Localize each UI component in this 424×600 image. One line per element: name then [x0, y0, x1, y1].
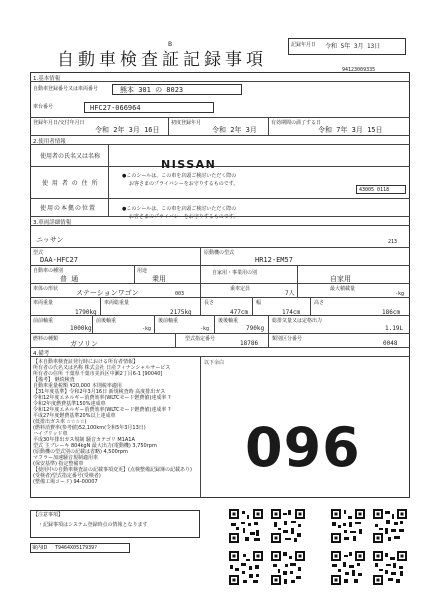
- category-no-label: 類別区分番号: [272, 336, 303, 342]
- weight-label: 車両重量: [33, 300, 54, 306]
- divider: [108, 144, 109, 216]
- issue-date-label: 記録年月日: [291, 42, 317, 48]
- document-number: 94123009335: [342, 67, 376, 73]
- notes-line: 所有者の住所 千葉県千葉市美浜区中瀬2丁目6-1 [90040]: [33, 371, 163, 377]
- qr-code-icon: [372, 550, 408, 586]
- divider: [134, 265, 135, 283]
- qr-code-icon: [228, 508, 264, 544]
- private-value: 自家用: [330, 275, 351, 283]
- notes-line: 令和12年度エネルギー消費効率(WLTCモード燃費値)達成率 ?: [33, 407, 171, 413]
- height-label: 高さ: [314, 300, 325, 306]
- section-notes-title: 4.備考: [33, 351, 50, 357]
- notes-line: 型式 主ブレーキ 804kgN 最大出力(電動機) 3,750rpm: [33, 443, 157, 449]
- first-reg-value: 令和 2年 3月 16日: [95, 126, 160, 134]
- vehicle-name-value: ニッサン: [36, 236, 64, 244]
- notes-line: 【備考】 継続検査: [33, 377, 75, 383]
- vehicle-name-code: 213: [388, 239, 398, 245]
- divider: [268, 333, 269, 347]
- category-no-value: 0048: [383, 340, 398, 347]
- divider: [268, 117, 269, 135]
- divider: [154, 315, 155, 333]
- model-value: DAA-HFC27: [40, 256, 78, 264]
- qr-code-icon: [270, 508, 306, 544]
- displacement-value: 1.19L: [385, 325, 404, 332]
- divider: [30, 81, 410, 82]
- divider: [30, 225, 410, 226]
- sticker-brand-logo: NISSAN: [161, 158, 217, 171]
- divider: [30, 247, 410, 248]
- rf-axle-label: 後前軸重: [158, 318, 179, 324]
- notes-line: ハイブリッド車: [33, 431, 68, 437]
- divider: [100, 297, 101, 315]
- ff-axle-value: 1000kg: [70, 325, 92, 332]
- divider: [30, 283, 410, 284]
- fr-axle-label: 前後軸重: [96, 318, 117, 324]
- chassis-value: HFC27-066964: [90, 104, 141, 112]
- divider: [297, 283, 298, 297]
- divider: [30, 265, 410, 266]
- divider: [200, 356, 201, 498]
- notes-line: 自動車重量税額 ¥20,000 本則税率適用: [33, 383, 122, 389]
- user-address-label: 使 用 者 の 住 所: [42, 180, 99, 187]
- notes-line: 【31年度基準】令和2年3月16日 新規検査時 高度排出ガス: [33, 389, 166, 395]
- notes-line: 平成27年度燃費基準20%以上達成車: [33, 413, 116, 419]
- max-load-value: -kg: [395, 291, 405, 297]
- divider: [30, 315, 410, 316]
- first-reg-month-value: 令和 2年 3月: [212, 126, 257, 134]
- divider: [30, 297, 410, 298]
- divider: [30, 117, 410, 118]
- notes-line: 所有者の氏名又は名称 株式会社 日産フィナンシャルサービス: [33, 365, 171, 371]
- divider: [30, 135, 410, 136]
- sticker-note-line2: お客さまのプライバシーをお守りするものです。: [129, 181, 239, 187]
- base-location-label: 使用の本拠の位置: [40, 205, 97, 212]
- max-load-label: 最大積載量: [330, 286, 356, 292]
- type-value: 普 通: [60, 275, 79, 283]
- divider: [175, 333, 176, 347]
- rf-axle-value: -kg: [200, 326, 210, 332]
- divider: [214, 315, 215, 333]
- notes-line: マフラー加速騒音規制適用車: [33, 455, 99, 461]
- notes-line: (燃料消費率(参考値)52,100km(令和5年3月13日): [33, 425, 146, 431]
- divider: [30, 198, 410, 199]
- type-label: 自動車の種別: [33, 268, 64, 274]
- notes-line: (受検者)型式指定番号(受検者): [33, 473, 101, 479]
- notes-line: 令和2年度燃費基準150%達成車: [33, 401, 106, 407]
- divider: [268, 315, 269, 333]
- fr-axle-value: -kg: [142, 326, 152, 332]
- body-label: 車体の形状: [33, 286, 59, 292]
- section-owner-title: 2.使用者情報: [33, 139, 66, 145]
- sticker-note-line1-b: ●このシールは、この車を店頭ご検討いただく際の: [122, 206, 237, 212]
- capacity-label: 乗車定員: [230, 286, 251, 292]
- divider: [30, 166, 410, 167]
- height-value: 186cm: [382, 309, 401, 316]
- section-basic-title: 1.基本情報: [33, 76, 61, 82]
- expiry-value: 令和 7年 3月 15日: [318, 126, 383, 134]
- use-label: 用途: [137, 268, 148, 274]
- notes-line: 平成30年排出ガス規制 騒音カテゴリ M1A1A: [33, 437, 135, 443]
- capacity-value: 7人: [285, 290, 295, 297]
- model-label: 型式: [33, 250, 44, 256]
- sticker-note-line2-b: お客さまのプライバシーをお守りするものです。: [129, 214, 239, 220]
- document-title: 自動車検査証記録事項: [57, 50, 267, 70]
- gross-label: 車両総重量: [104, 300, 130, 306]
- notes-side-label: 以下余白: [204, 360, 225, 366]
- divider: [200, 297, 201, 315]
- divider: [297, 265, 298, 283]
- fuel-value: ガソリン: [70, 340, 98, 348]
- first-reg-month-label: 初度登録年月: [171, 120, 202, 126]
- owner-code: 43005 0118: [359, 187, 390, 193]
- divider: [30, 144, 410, 145]
- notes-line: 令和12年度エネルギー消費効率(WLTCモード燃費値)達成率 ?: [33, 395, 171, 401]
- body-code: 003: [175, 291, 185, 297]
- notes-line: (低排出ガス車 ☆☆☆☆): [33, 419, 87, 425]
- first-reg-label: 登録年月日/交付年月日: [33, 120, 85, 126]
- user-name-label: 使用者の氏名又は名称: [40, 153, 101, 160]
- qr-code-icon: [330, 508, 366, 544]
- length-label: 長さ: [204, 300, 215, 306]
- divider: [168, 117, 169, 135]
- notes-line: (保安基準) 指定整備車: [33, 461, 84, 467]
- divider: [30, 356, 410, 357]
- width-value: 174cm: [282, 309, 301, 316]
- reg-label: 自動車登録番号又は車両番号: [33, 86, 99, 92]
- guide-id-label: 案内ID: [32, 545, 48, 551]
- gross-value: 2175kg: [170, 309, 192, 316]
- notes-line: 【使用中の自動車検査証の記載事項変更】(点検整備記録簿の記載あり): [33, 467, 192, 473]
- qr-code-icon: [228, 550, 264, 586]
- expiry-label: 有効期間の満了する日: [271, 120, 322, 126]
- notice-label: 【注意事項】: [33, 512, 64, 518]
- notes-line: (整備工場コード) 94-00007: [33, 479, 98, 485]
- length-value: 477cm: [230, 309, 249, 316]
- divider: [200, 283, 201, 297]
- body-value: ステーションワゴン: [76, 289, 139, 297]
- type-no-label: 型式指定番号: [185, 336, 216, 342]
- notice-text: ・記録事項はシステム登録時点の情報となります: [38, 522, 148, 528]
- rr-axle-label: 後後軸重: [218, 318, 239, 324]
- chassis-label: 車台番号: [33, 104, 54, 110]
- rr-axle-value: 790kg: [246, 325, 265, 332]
- use-value: 乗用: [152, 275, 166, 283]
- notes-lines: [33, 359, 198, 485]
- issue-date-value: 令和 5年 3月 13日: [325, 43, 381, 50]
- handwritten-plate-number: 096: [245, 416, 361, 479]
- ff-axle-label: 前前軸重: [33, 318, 54, 324]
- divider: [92, 315, 93, 333]
- sticker-note-line1: ●このシールは、この車を店頭ご検討いただく際の: [122, 173, 237, 179]
- fuel-label: 燃料の種類: [33, 336, 59, 342]
- divider: [30, 347, 410, 348]
- private-label: 自家用・事業用の別: [212, 270, 258, 276]
- qr-code-icon: [372, 508, 408, 544]
- reg-value: 熊本 301 の 8023: [120, 86, 184, 94]
- weight-value: 1790kg: [75, 309, 97, 316]
- divider: [310, 297, 311, 315]
- width-label: 幅: [256, 300, 262, 306]
- form-code: B: [168, 41, 173, 48]
- notes-line: 【本自動車検査証発行時における所有者情報】: [33, 359, 139, 365]
- engine-value: HR12-EM57: [255, 256, 293, 264]
- qr-code-icon: [270, 550, 306, 586]
- displacement-label: 総排気量又は定格出力: [272, 318, 323, 324]
- qr-code-icon: [330, 550, 366, 586]
- engine-label: 原動機の型式: [204, 250, 235, 256]
- divider: [200, 247, 201, 265]
- notes-line: (原動機の型式別の記載は省略) 4,500rpm: [33, 449, 128, 455]
- section-vehicle-title: 3.車両詳細情報: [33, 220, 72, 226]
- divider: [30, 333, 410, 334]
- guide-id-value: T9464X0517939?: [55, 545, 98, 551]
- type-no-value: 18786: [240, 340, 259, 347]
- divider: [252, 297, 253, 315]
- divider: [200, 265, 201, 283]
- divider: [30, 216, 410, 217]
